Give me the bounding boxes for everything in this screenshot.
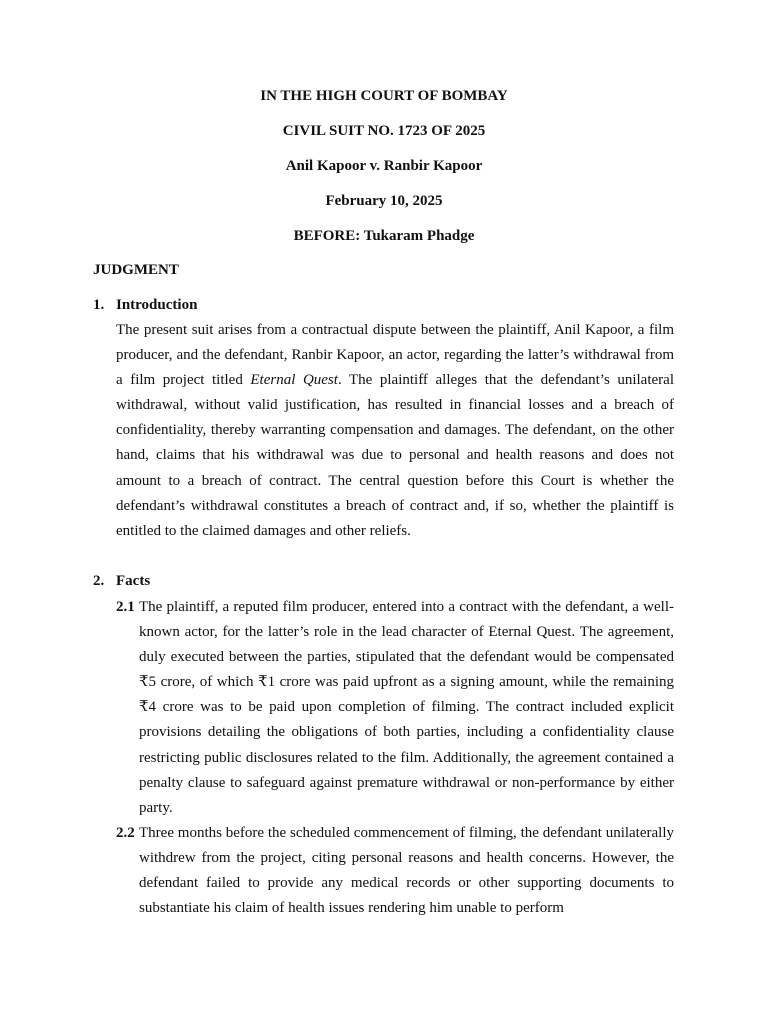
- section-heading-facts: [93, 571, 150, 591]
- bench: BEFORE: Tukaram Phadge: [293, 228, 475, 244]
- subsection-number: 2.1: [116, 599, 135, 615]
- introduction-paragraph: [116, 318, 674, 544]
- court-name: IN THE HIGH COURT OF BOMBAY: [260, 88, 508, 104]
- section-heading-introduction: [93, 295, 197, 315]
- facts-paragraph-2-1: [116, 595, 674, 821]
- section-number: 2.: [93, 573, 105, 589]
- subsection-text: The plaintiff, a reputed film producer, entered into a contract with the defendant, a well-known actor, for the latter’s role in the lead character of Eternal Quest. The agreement, duly executed between the parties, stipulated that the defendant would be compensated ₹5 crore, of which ₹1 crore was paid upfront as a signing amount, while the remaining ₹4 crore was to be paid upon completion of filming. The contract included explicit provisions detailing the obligations of both parties, including a confidentiality clause restricting public disclosures related to the film. Additionally, the agreement contained a penalty clause to safeguard against premature withdrawal or non-performance by either party.: [139, 599, 674, 816]
- judgment-heading: JUDGMENT: [93, 262, 179, 278]
- subsection-number: 2.2: [116, 825, 135, 841]
- case-number: CIVIL SUIT NO. 1723 OF 2025: [282, 123, 486, 139]
- subsection-text: Three months before the scheduled commencement of filming, the defendant unilaterally withdrew from the project, citing personal reasons and health concerns. However, the defendant failed to provide any medical records or other supporting documents to substantiate his claim of health issues rendering him unable to perform: [139, 825, 674, 917]
- intro-text-start: The present suit arises from a contractual dispute between the plaintiff, Anil Kapoor, a film producer, and the defendant, Ranbir Kapoor, an actor, regarding the latter’s withdrawal from a film project titled: [116, 322, 674, 389]
- section-number: 1.: [93, 297, 105, 313]
- intro-text-end: . The plaintiff alleges that the defendant’s unilateral withdrawal, without valid justification, has resulted in financial losses and a breach of confidentiality, thereby warranting compensation and damages. The defendant, on the other hand, claims that his withdrawal was due to personal and health reasons and does not amount to a breach of contract. The central question before this Court is whether the defendant’s withdrawal constitutes a breach of contract and, if so, whether the plaintiff is entitled to the claimed damages and other reliefs.: [116, 372, 674, 539]
- section-title: Facts: [116, 573, 151, 589]
- section-title: Introduction: [116, 297, 198, 313]
- judgment-date: February 10, 2025: [325, 193, 443, 209]
- case-parties: Anil Kapoor v. Ranbir Kapoor: [285, 158, 483, 174]
- facts-paragraph-2-2: [116, 821, 674, 921]
- film-title: Eternal Quest: [250, 372, 338, 389]
